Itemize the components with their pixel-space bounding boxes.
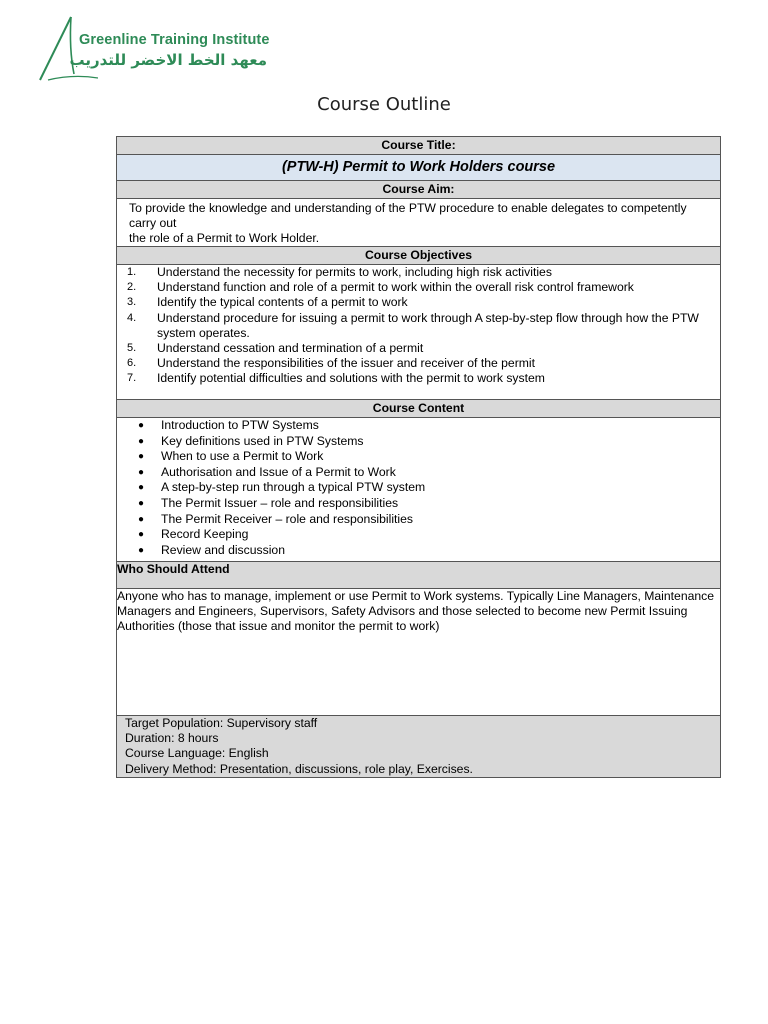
who-should-attend-text: Anyone who has to manage, implement or use Permit to Work systems. Typically Line Managers, Maintenance Managers and Engineers, Supervisors, Safety Advisors and those selected to become new Permit Issuing Authorities (those that issue and monitor the permit to work): [117, 589, 721, 716]
bullet-icon: ●: [138, 420, 145, 431]
content-list: [117, 418, 720, 558]
objective-item: [117, 371, 720, 386]
bullet-icon: ●: [138, 451, 145, 463]
objective-text: Identify the typical contents of a permit to work: [157, 295, 408, 310]
bullet-icon: ●: [138, 529, 145, 541]
content-item: ● Authorisation and Issue of a Permit to Work: [138, 464, 396, 479]
objective-text: Understand the responsibilities of the issuer and receiver of the permit: [157, 356, 536, 371]
course-content: [117, 418, 721, 562]
bullet-icon: ●: [138, 435, 145, 447]
course-aim-line-1: To provide the knowledge and understanding of the PTW procedure to enable delegates to competently carry out: [129, 201, 687, 230]
bullet-icon: ●: [138, 544, 145, 556]
content-item: ● Key definitions used in PTW Systems: [138, 433, 364, 448]
objective-number: 3.: [127, 296, 137, 309]
course-objectives: [117, 265, 721, 400]
bullet-icon: ●: [138, 497, 145, 509]
course-language: Course Language: English: [125, 746, 269, 761]
duration: Duration: 8 hours: [125, 731, 219, 746]
objective-text: Understand function and role of a permit to work within the overall risk control framework: [157, 280, 634, 295]
course-title: (PTW-H) Permit to Work Holders course: [117, 155, 721, 181]
objective-text: Understand cessation and termination of a permit: [157, 341, 424, 356]
logo-name-arabic: معهد الخط الاخضر للتدريب: [69, 51, 267, 69]
target-population: Target Population: Supervisory staff: [125, 716, 318, 730]
course-content-header: Course Content: [117, 400, 721, 418]
objective-number: 6.: [127, 357, 137, 370]
content-item: ● Review and discussion: [138, 542, 285, 557]
objective-number: 2.: [127, 281, 137, 294]
objective-item: [117, 280, 720, 295]
objective-number: 1.: [127, 266, 137, 278]
course-title-header: Course Title:: [117, 137, 721, 155]
bullet-icon: ●: [138, 466, 145, 478]
objectives-list: [117, 265, 720, 387]
course-aim-header: Course Aim:: [117, 181, 721, 199]
objective-number: 5.: [127, 342, 137, 355]
institute-logo: [38, 14, 278, 84]
bullet-icon: ●: [138, 513, 145, 525]
course-info: [117, 716, 721, 778]
course-aim-line-2: the role of a Permit to Work Holder.: [129, 231, 320, 245]
bullet-icon: ●: [138, 482, 145, 494]
content-item: ● A step-by-step run through a typical PTW system: [138, 480, 426, 495]
objective-number: 4.: [127, 311, 137, 324]
content-item: ● Introduction to PTW Systems: [138, 418, 319, 432]
delivery-method: Delivery Method: Presentation, discussions, role play, Exercises.: [125, 761, 473, 776]
objective-text: Identify potential difficulties and solutions with the permit to work system: [157, 371, 545, 386]
objective-text: Understand the necessity for permits to work, including high risk activities: [157, 265, 552, 279]
course-aim: [117, 199, 721, 247]
objective-item: [117, 311, 720, 341]
content-item: ● Record Keeping: [138, 527, 249, 542]
objective-text: Understand procedure for issuing a permit to work through A step-by-step flow through how the PTW system operates.: [157, 310, 699, 340]
objective-item: [117, 356, 720, 371]
content-item: ● The Permit Receiver – role and responsibilities: [138, 511, 413, 526]
document-title: Course Outline: [317, 94, 451, 115]
course-outline-table: [116, 136, 721, 778]
course-objectives-header: Course Objectives: [117, 247, 721, 265]
logo-name-english: Greenline Training Institute: [79, 32, 270, 48]
content-item: ● The Permit Issuer – role and responsibilities: [138, 495, 399, 510]
objective-number: 7.: [127, 372, 137, 385]
content-item: ● When to use a Permit to Work: [138, 449, 324, 464]
objective-item: [117, 341, 720, 356]
objective-item: [117, 265, 720, 280]
objective-item: [117, 295, 720, 310]
who-should-attend-header: Who Should Attend: [117, 562, 721, 589]
sail-logo-icon: [38, 14, 98, 84]
